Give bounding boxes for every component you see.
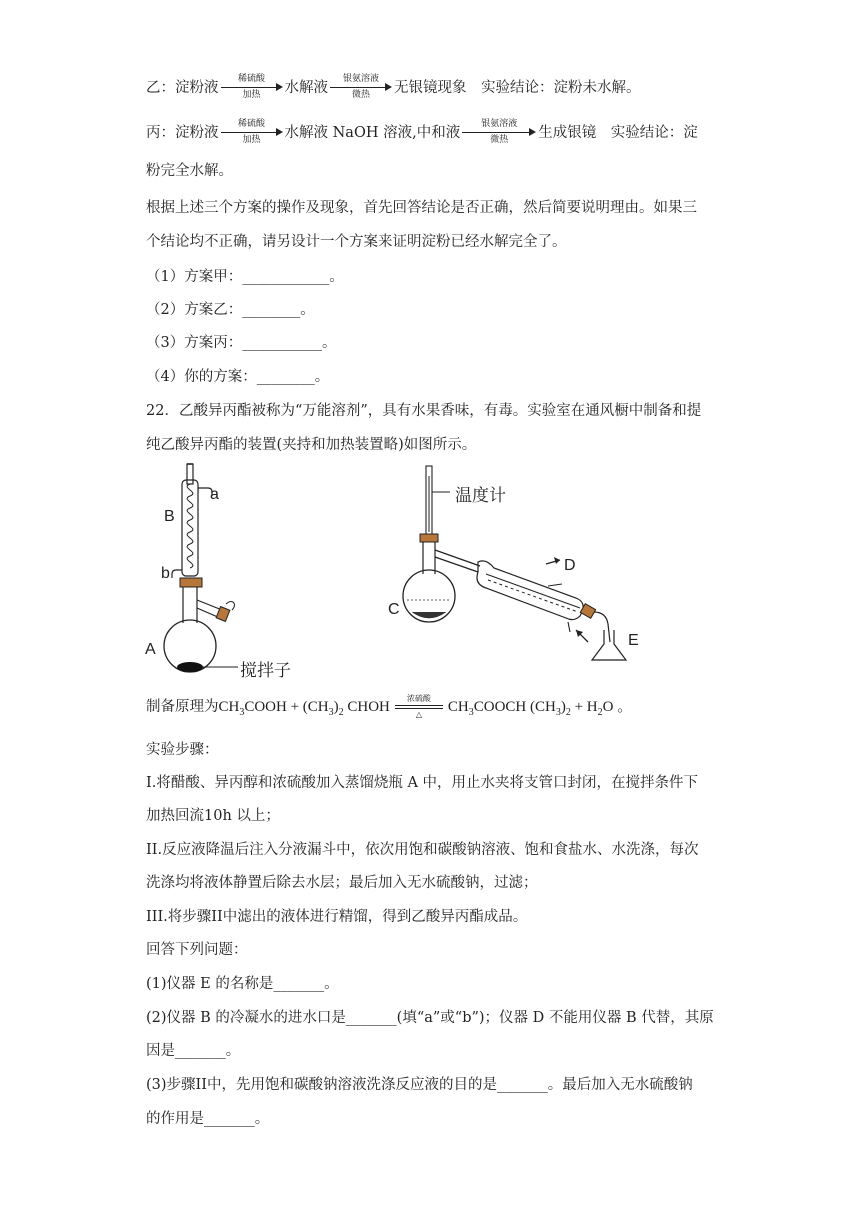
label-A: A [145, 641, 156, 658]
arrow-condition-top: 稀硫酸 [237, 119, 265, 129]
reaction-arrow [330, 74, 392, 100]
question-2-line2: 因是_______。 [146, 1043, 241, 1059]
label-a: a [210, 486, 219, 503]
label-B: B [164, 508, 175, 525]
reflux-apparatus-diagram [140, 458, 340, 678]
scheme-yi-line [146, 74, 641, 100]
step-1-line1: I.将醋酸、异丙醇和浓硫酸加入蒸馏烧瓶 A 中，用止水夹将支管口封闭，在搅拌条件下 [146, 775, 699, 791]
instruction-line2: 个结论均不正确，请另设计一个方案来证明淀粉已经水解完全了。 [146, 234, 567, 250]
arrow-condition-bottom: 微热 [351, 90, 370, 100]
question-22-line2: 纯乙酸异丙酯的装置(夹持和加热装置略)如图所示。 [146, 437, 477, 453]
answer-3: （3）方案丙：___________。 [146, 335, 337, 351]
answer-1: （1）方案甲：____________。 [146, 269, 344, 285]
principle-prefix: 制备原理为 [146, 699, 219, 715]
question-3-line1: (3)步骤II中，先用饱和碳酸钠溶液洗涤反应液的目的是_______。最后加入无水硫酸钠 [146, 1077, 693, 1093]
steps-title: 实验步骤： [146, 742, 219, 758]
question-2-line1: (2)仪器 B 的冷凝水的进水口是_______(填“a”或“b”)；仪器 D 不能用仪器 B 代替，其原 [146, 1010, 714, 1026]
questions-title: 回答下列问题： [146, 942, 248, 958]
distillation-apparatus-diagram [390, 462, 650, 672]
scheme-bing-prefix: 丙：淀粉液 [146, 125, 219, 141]
equilibrium-arrow [393, 694, 445, 719]
reaction-arrow [462, 119, 536, 145]
label-thermometer: 温度计 [455, 486, 506, 506]
step-2-line2: 洗涤均将液体静置后除去水层；最后加入无水硫酸钠，过滤； [146, 875, 538, 891]
scheme-bing-end: 生成银镜 实验结论：淀 [538, 125, 698, 141]
scheme-yi-end: 无银镜现象 实验结论：淀粉未水解。 [394, 80, 641, 96]
label-E: E [628, 632, 639, 649]
step-3: III.将步骤II中滤出的液体进行精馏，得到乙酸异丙酯成品。 [146, 909, 528, 925]
principle-line [146, 694, 633, 723]
instruction-line1: 根据上述三个方案的操作及现象，首先回答结论是否正确，然后简要说明理由。如果三 [146, 200, 697, 216]
question-1: (1)仪器 E 的名称是_______。 [146, 976, 339, 992]
answer-4: （4）你的方案：________。 [146, 369, 330, 385]
scheme-bing-line2: 粉完全水解。 [146, 163, 233, 179]
reaction-arrow [221, 74, 283, 100]
label-C: C [388, 601, 400, 618]
step-1-line2: 加热回流10h 以上； [146, 808, 280, 824]
label-D: D [564, 557, 576, 574]
scheme-yi-prefix: 乙：淀粉液 [146, 80, 219, 96]
scheme-bing-mid: 水解液 NaOH 溶液,中和液 [284, 125, 461, 141]
reaction-arrow [221, 119, 283, 145]
arrow-condition-bottom: 微热 [490, 135, 509, 145]
label-b: b [161, 565, 170, 582]
products: $CH_3COOCH$ $(CH_3)_2 + H_2O$ 。 [447, 699, 633, 718]
heat-label: △ [415, 710, 422, 719]
scheme-bing-line [146, 119, 698, 145]
answer-2: （2）方案乙：________。 [146, 302, 315, 318]
question-3-line2: 的作用是_______。 [146, 1111, 270, 1127]
scheme-yi-mid: 水解液 [284, 80, 328, 96]
reactant-acetic-acid: $CH_3COOH + (CH_3)_2$ CHOH [218, 699, 390, 718]
arrow-condition-bottom: 加热 [242, 135, 261, 145]
step-2-line1: II.反应液降温后注入分液漏斗中，依次用饱和碳酸钠溶液、饱和食盐水、水洗涤，每次 [146, 842, 699, 858]
catalyst-label: 浓硫酸 [406, 694, 431, 703]
arrow-condition-top: 银氨溶液 [481, 119, 518, 129]
label-stirrer: 搅拌子 [240, 661, 291, 681]
question-22-line1: 22．乙酸异丙酯被称为“万能溶剂”，具有水果香味，有毒。实验室在通风橱中制备和提 [146, 403, 702, 419]
arrow-condition-bottom: 加热 [242, 90, 261, 100]
arrow-condition-top: 稀硫酸 [237, 74, 265, 84]
arrow-condition-top: 银氨溶液 [342, 74, 379, 84]
